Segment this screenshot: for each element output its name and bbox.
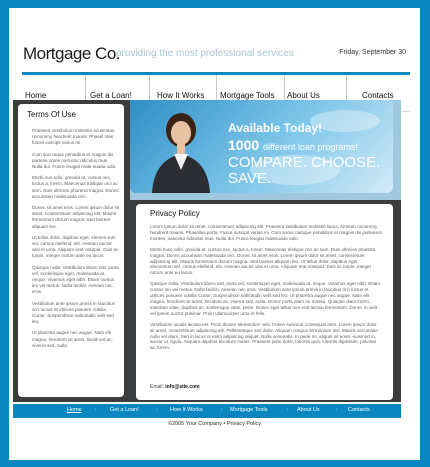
sidebar-paragraph: Ut pharetra augue nec augue. Nam elit magna, hendrerit sit amet, tincid-unt ac, viverra sed, nulla. (32, 330, 113, 348)
footer-separator: : (156, 407, 158, 413)
businesswoman-image (146, 108, 216, 193)
email-label: Email: (150, 384, 164, 390)
footer-link-contacts[interactable]: Contacts (348, 407, 370, 413)
nav-mortgage-tools[interactable]: Mortgage Tools (217, 75, 285, 111)
email-link[interactable]: info@site.com (165, 384, 200, 390)
site-logo[interactable]: Mortgage Co. (23, 44, 120, 63)
footer-link-get-a-loan[interactable]: Get a Loan! (110, 407, 139, 413)
footer-link-home[interactable]: Home (67, 407, 82, 413)
content-paragraph: Morbi nunc odio, gravida at, cursus nec, luctus a, lorem. Maecenas tristique orci ac sem. Duis ultricies pharetra magna. Donec accumsan malesuada orci. Donec sit amet eros. Lorem ipsum dolor sit amet, consectetuer adipiscing elit. Mauris fermentum dictum magna. Sed laoreet aliquam leo. Ut tellus dolor, dapibus eget, elementum vel, cursus eleifend, elit. Aenean auctor wisi et urna. Aliquam erat volutpat. Duis ac turpis. Integer rutrum ante eu lacus. (150, 246, 376, 276)
sidebar-paragraph: Quisque nulla. Vestibulum libero nisl, porta vel, scelerisque eget, malesuada at, neque. Vivamus eget nibh. Etiam cursus leo vel metus. Nulla facilisi. Aenean nec eros. (32, 264, 119, 295)
footer-separator: : (336, 407, 338, 413)
sidebar (13, 100, 130, 402)
page-title: Privacy Policy (150, 209, 200, 218)
sidebar-paragraph: Cum soci toque penatibus et magnis dis parturie ontes nascetur ridiculus mus. Nulla dui. Fusce feugiat male-suada odio. (32, 151, 117, 170)
tagline: providing the most professional services (116, 48, 294, 59)
content-panel (136, 204, 393, 400)
nav-about-us[interactable]: About Us (285, 75, 347, 111)
sidebar-paragraph: Donec sit amet eros. Lorem ipsum dolor sit amet, consectetuer adipiscing elit. Mauris fermentum dictum magna. Sed laoreet aliquam leo. (32, 205, 120, 229)
email-line (150, 384, 200, 390)
nav-home[interactable]: Home (22, 75, 86, 111)
content-paragraph: Lorem ipsum dolor sit amet, consectetuer adipiscing elit. Praesent vestibulum molestie lacus. Aenean nonummy hendrerit mauris. Phasellus porta. Fusce suscipit varius mi. Cum sociis natoque penatibus et magnis dis parturient montes, nascetur ridiculus mus. Nulla dui. Fusce feugiat malesuada odio. (150, 224, 382, 241)
nav-contacts[interactable]: Contacts (362, 91, 394, 100)
sidebar-paragraph: Morbi nun odio, gravida at, cursus nec, luctus a, lorem. Maecenas tristique orci ac sem. Duis ultricies pharetra magna. Donec accumsan malesuada orci. (32, 175, 119, 199)
sidebar-text (32, 128, 120, 354)
nav-get-a-loan[interactable]: Get a Loan! (86, 75, 150, 111)
banner-programs-text: different loan programs! (263, 142, 358, 152)
banner-number: 1000 (228, 137, 260, 153)
footer-separator: : (287, 407, 289, 413)
footer-link-how-it-works[interactable]: How It Works (170, 407, 203, 413)
content-text (150, 224, 382, 356)
content-paragraph: Quisque nulla. Vestibulum libero nisl, porta vel, scelerisque eget, malesuada at, neque. Vivamus eget nibh. Etiam cursus leo vel metus. Nulla facilisi. Aenean nec eros. Vestibulum ante ipsum primis in faucibus orci luctus et ultrices posuere cubilia Curae; Suspendisse sollicitudin velit sed leo. Ut pharetra augue nec augue. Nam elit magna, hendrerit sit amet, tincidunt ac, viverra sed, nulla. Donec porta diam eu massa. Quisque diam lorem, interdum vitae, dapibus ac, scelerisque vitae, pede. Donec eget tellus non erat lacinia fermentum. Donec in velit vel ipsum auctor pulvinar. Proin ullamcorper urna et felis. (150, 281, 380, 316)
footer-link-about-us[interactable]: About Us (297, 407, 320, 413)
footer-link-mortgage-tools[interactable]: Mortgage Tools (230, 407, 268, 413)
footer-nav (13, 404, 401, 418)
main-content (130, 200, 401, 402)
content-paragraph: Vestibulum iaculis lacinia est. Proin dictum elementum velit. Fusce euismod consequat ante. Lorem ipsum dolor sit amet, consectetuer adipiscing elit. Pellentesque sed dolor. Aliquam congue fermentum nisl. Mauris accumsan nulla vel diam. Sed in lacus ut enim adipiscing aliquet. Nulla venenatis. In pede mi, aliquet sit amet, euismod in, auctor ut, ligula. Aliquam dapibus tincidunt metus. Praesent justo dolor, lobortis quis, lobortis dignissim, pulvinar ac, lorem. (150, 321, 379, 351)
sidebar-title: Terms Of Use (27, 110, 76, 119)
banner-slogan-line: SAVE. (228, 170, 272, 187)
footer-separator: : (95, 407, 97, 413)
sidebar-paragraph: Ut tellus dolor, dapibus eget, elemen-tum vel, cursus eleifend, elit. Aenean auctor wisi et urna. Aliquam erat volutpat. Duis ac turpis. Integer rutrum ante eu lacus. (32, 234, 119, 259)
banner-programs (228, 137, 358, 153)
sidebar-panel (18, 104, 124, 397)
banner-headline: Available Today! (228, 121, 323, 135)
promo-banner[interactable] (130, 100, 401, 200)
banner-slogan (228, 155, 380, 187)
banner-slogan-line: COMPARE. CHOOSE. (228, 154, 381, 171)
copyright: ©2005 Your Company • Privacy Policy (167, 421, 262, 427)
nav-how-it-works[interactable]: How It Works (151, 75, 217, 111)
sidebar-paragraph: Praesent vestibulum molestie acusmean nonummy hendrerit mauris. Phasel ntas fuscel suscipit varius mi. (32, 128, 115, 146)
sidebar-paragraph: Vestibulum ante ipsum primis in faucibus orci luctus et ultrices posuere cubilia Curae; Suspendisse sollicitudin velit sed leo. (32, 300, 115, 325)
banner-background (130, 100, 393, 193)
date-label: Friday, September 30 (339, 49, 406, 56)
footer-separator: : (221, 407, 223, 413)
